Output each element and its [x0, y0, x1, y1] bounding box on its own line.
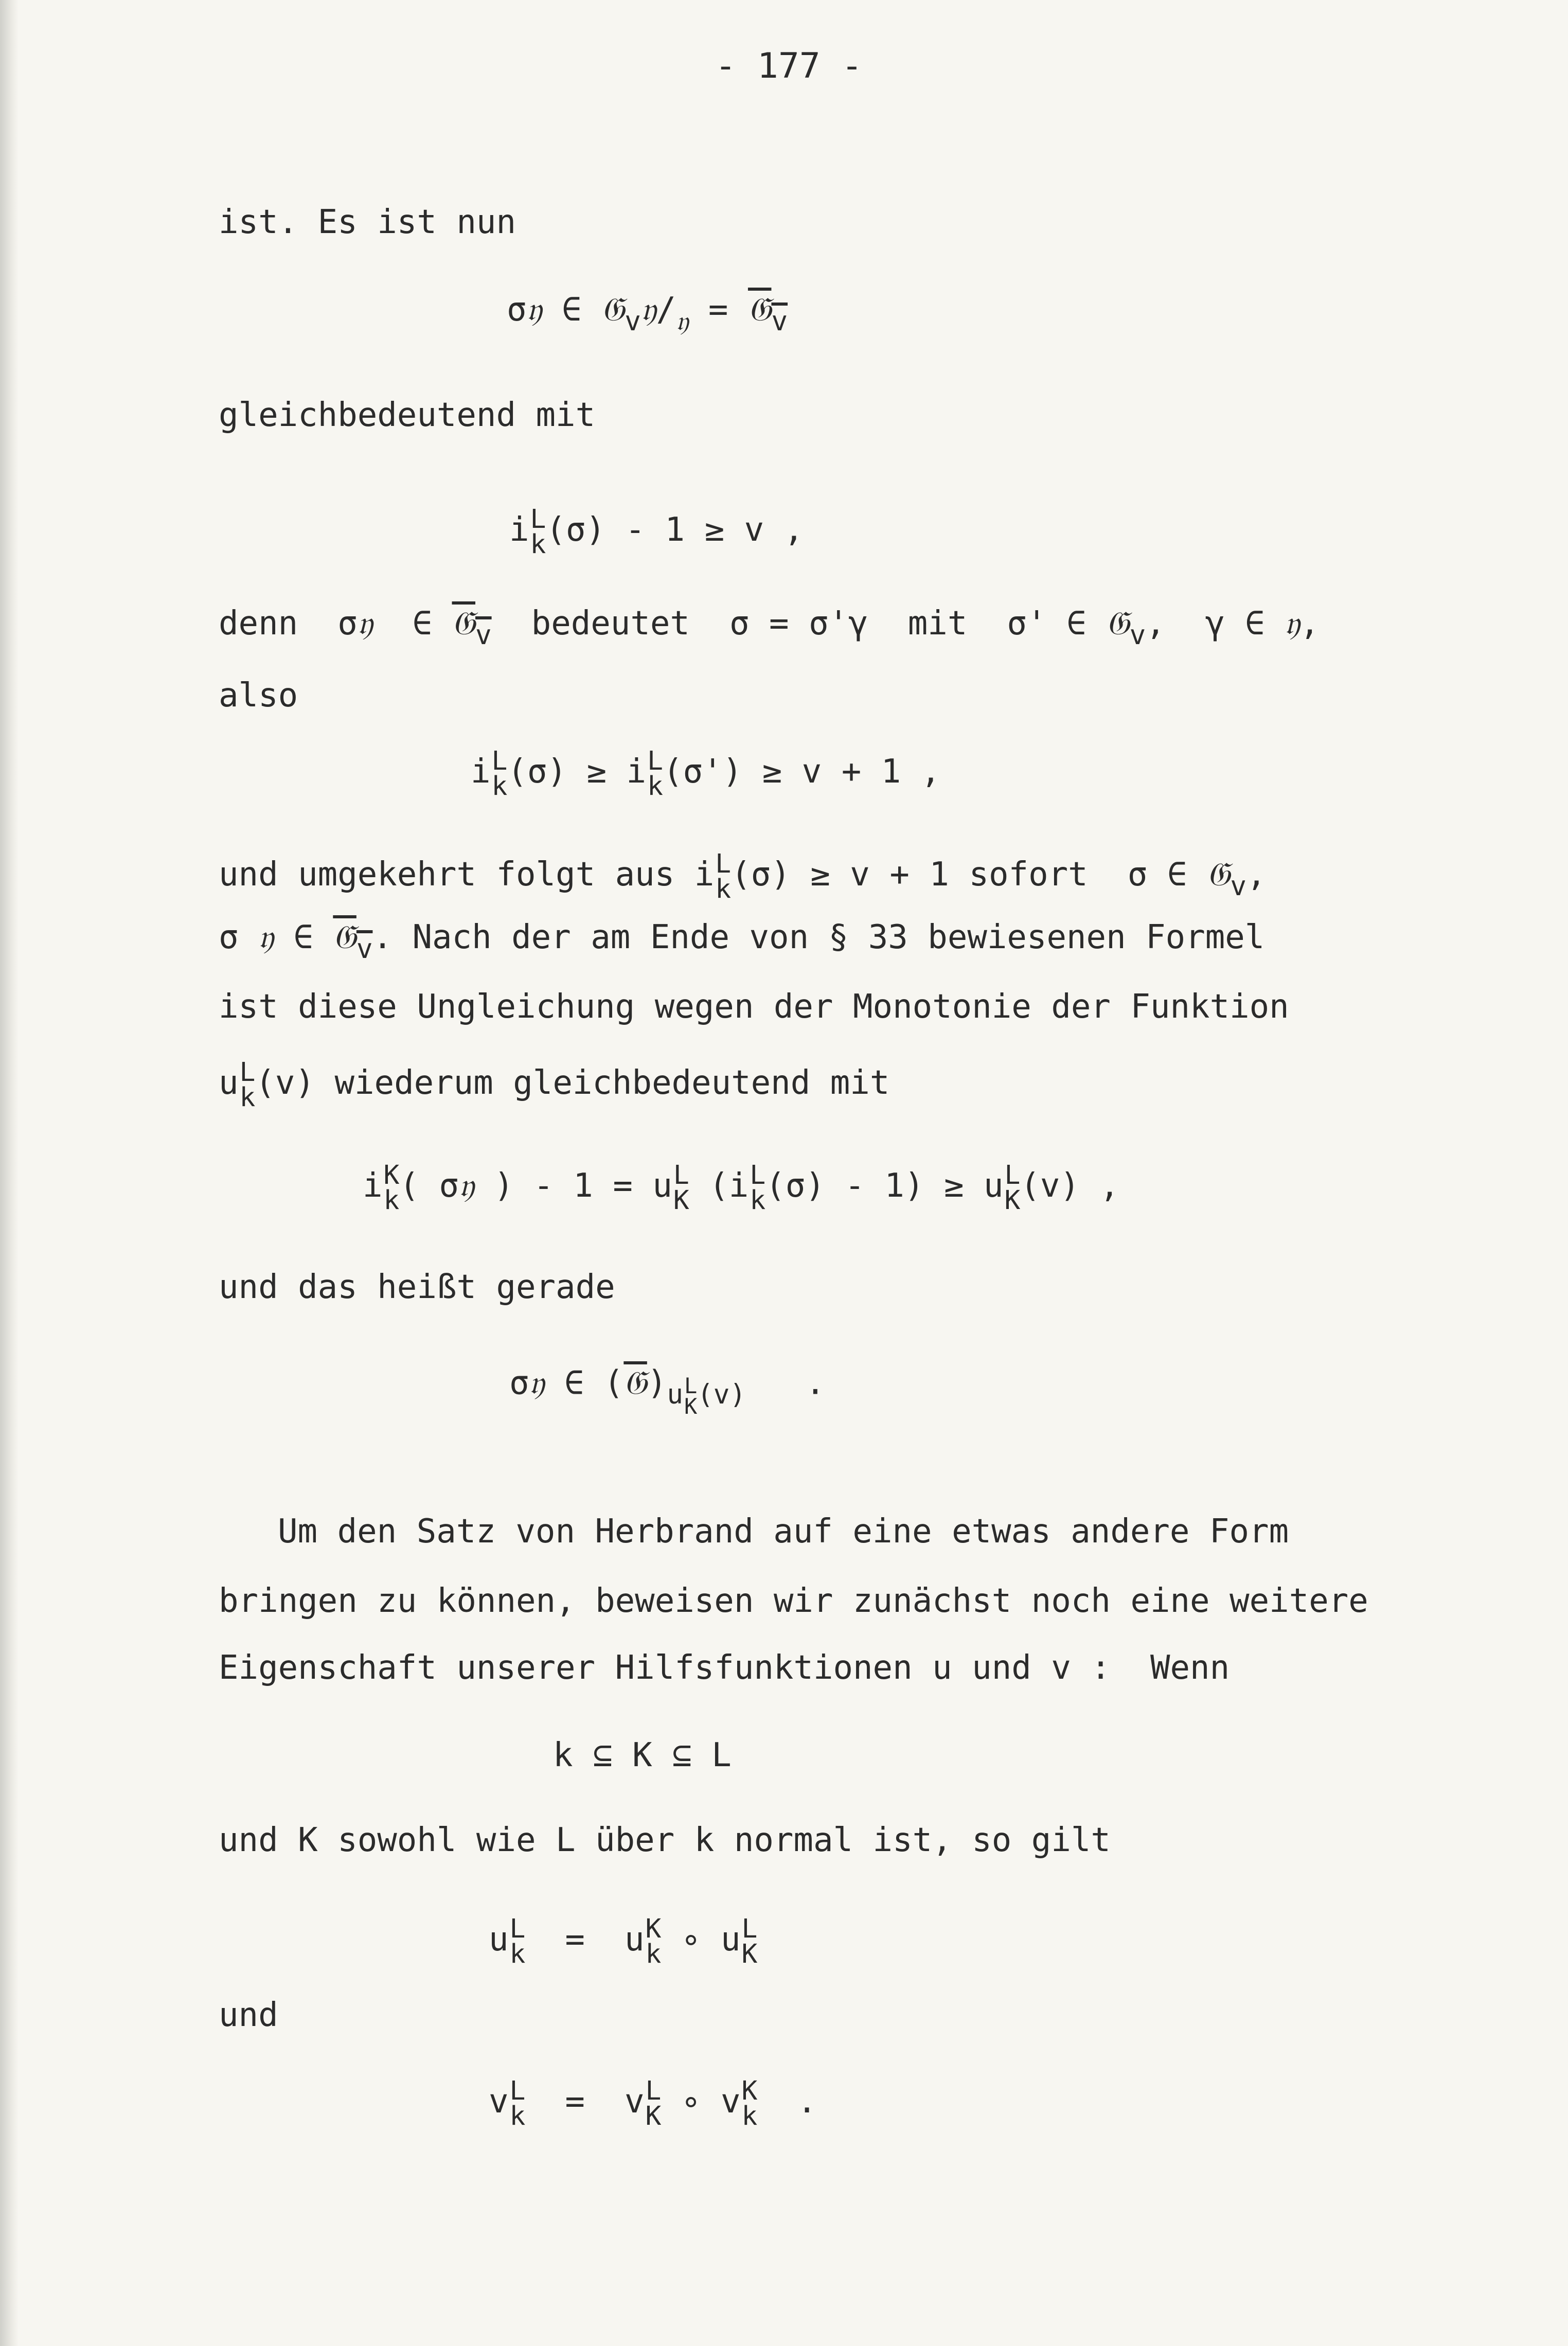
- paragraph-line-1: Um den Satz von Herbrand auf eine etwas andere Form: [278, 1513, 1289, 1551]
- text-line-5: und umgekehrt folgt aus i L k (σ) ≥ v + 1 sofort σ ∈ 𝔊$_v$,: [219, 848, 1267, 904]
- formula-6: k ⊆ K ⊆ L: [553, 1736, 732, 1774]
- formula-5: σ𝔶 ∈ $(𝔊)_{u L K (v)}$ .: [509, 1364, 826, 1419]
- paragraph-line-5: und: [219, 1996, 278, 2034]
- formula-8: v L k = v L K ∘ v K k .: [489, 2075, 817, 2131]
- phrase-und-umgekehrt: und umgekehrt folgt aus: [219, 856, 675, 894]
- paragraph-line-4: und K sowohl wie L über k normal ist, so gilt: [219, 1821, 1111, 1859]
- text-line-7: ist diese Ungleichung wegen der Monotonie der Funktion: [219, 988, 1289, 1026]
- text-line-6: σ 𝔶 ∈ 𝔊$_v$. Nach der am Ende von § 33 bewiesenen Formel: [219, 918, 1265, 965]
- formula-3: i L k (σ) ≥ i L k (σ') ≥ v + 1 ,: [471, 745, 941, 802]
- page-number: - 177 -: [715, 46, 863, 86]
- scan-page-edge: [0, 0, 19, 2346]
- word-sofort: sofort: [969, 856, 1088, 894]
- formula-4: i K k ( σ𝔶 ) - 1 = u L K (i L k (σ) - 1) ≥ u L K (v) ,: [363, 1160, 1120, 1216]
- phrase-wiederum: wiederum gleichbedeutend mit: [334, 1064, 890, 1103]
- word-bedeutet: bedeutet: [531, 605, 690, 643]
- paragraph-line-2: bringen zu können, beweisen wir zunächst noch eine weitere: [219, 1582, 1368, 1620]
- text-line-3: denn σ𝔶 ∈ 𝔊$_v$ bedeutet σ = σ'γ mit σ' ∈ 𝔊$_v$, γ ∈ 𝔶,: [219, 605, 1320, 651]
- formula-2: i L k (σ) - 1 ≥ v ,: [509, 504, 804, 560]
- formula-1: σ𝔶 ∈ $𝔊_v𝔶/_𝔶$ = 𝔊$_v$: [507, 291, 788, 337]
- word-denn: denn: [219, 605, 298, 643]
- text-line-1: ist. Es ist nun: [219, 203, 516, 241]
- text-line-4: also: [219, 677, 298, 715]
- paragraph-line-3: Eigenschaft unserer Hilfsfunktionen u und v : Wenn: [219, 1649, 1230, 1687]
- formula-7: u L k = u K k ∘ u L K: [489, 1913, 758, 1969]
- text-line-8: u L k (v) wiederum gleichbedeutend mit: [219, 1057, 890, 1113]
- word-mit: mit: [907, 605, 968, 643]
- phrase-nach-der: Nach der am Ende von § 33 bewiesenen Formel: [412, 918, 1265, 956]
- text-line-2: gleichbedeutend mit: [219, 396, 596, 434]
- text-line-9: und das heißt gerade: [219, 1268, 615, 1306]
